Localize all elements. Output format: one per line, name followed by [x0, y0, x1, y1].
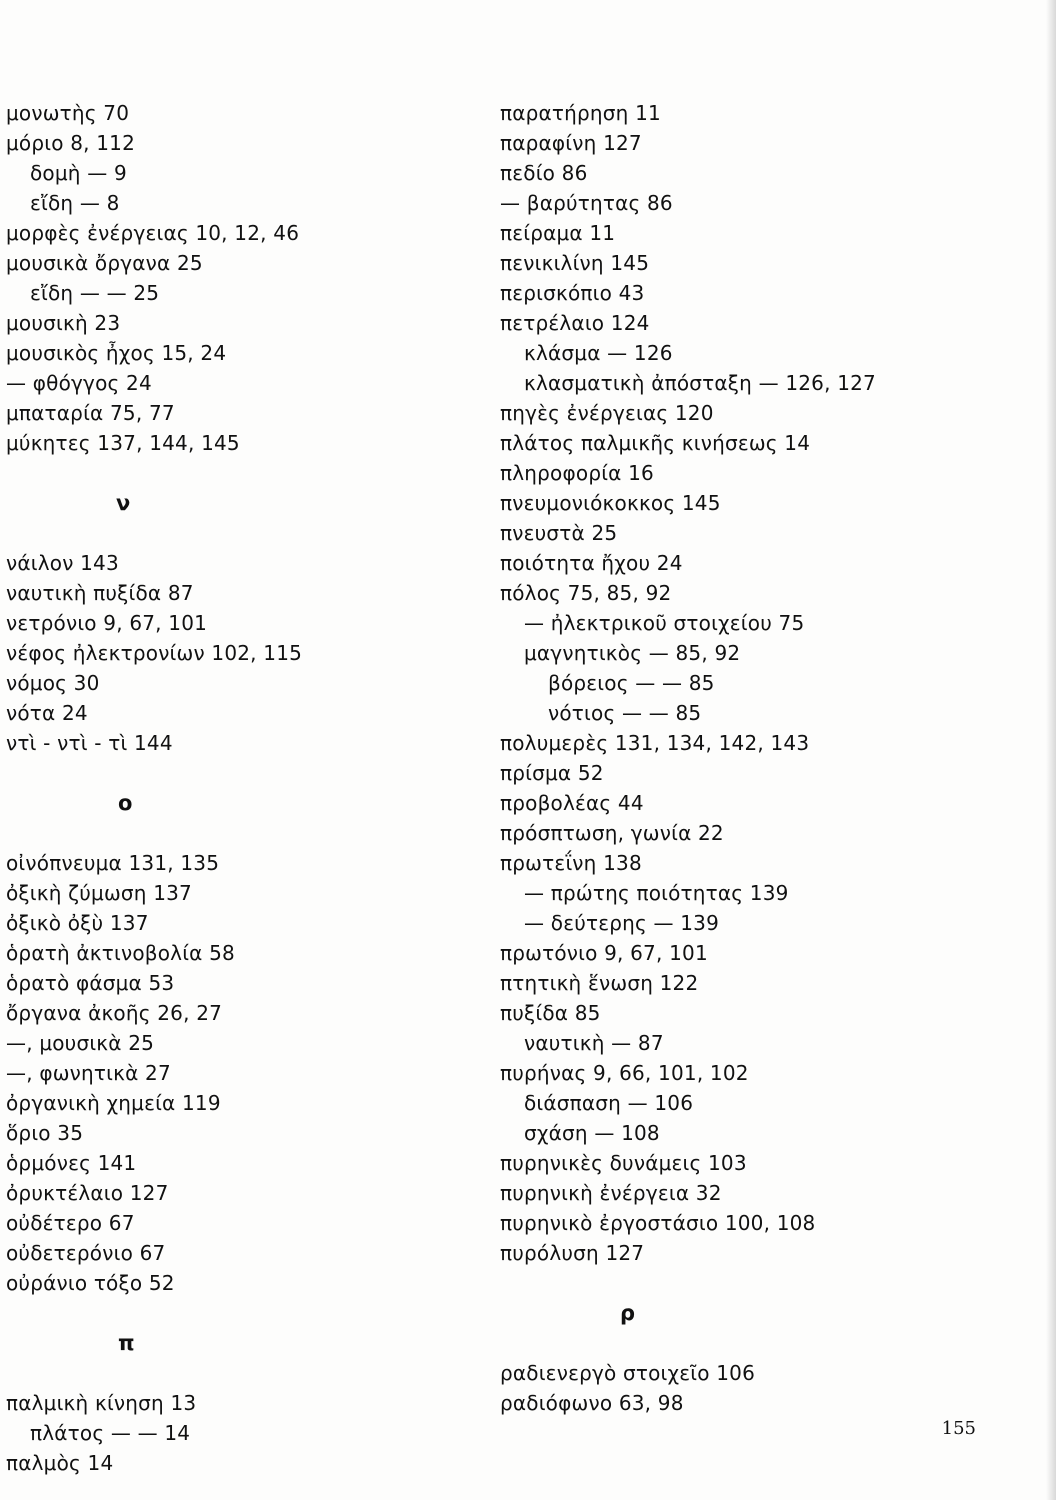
index-entry: πυρήνας 9, 66, 101, 102 — [500, 1061, 749, 1085]
section-letter-heading: ο — [118, 791, 133, 815]
spacer — [6, 1358, 476, 1388]
index-entry: οὐδετερόνιο 67 — [6, 1241, 166, 1265]
index-entry: μουσικὰ ὄργανα 25 — [6, 251, 203, 275]
index-entry: ὀξικὴ ζύμωση 137 — [6, 881, 192, 905]
index-subentry: κλάσμα — 126 — [524, 341, 673, 365]
index-entry: μπαταρία 75, 77 — [6, 401, 175, 425]
index-subentry: νότιος — — 85 — [548, 701, 702, 725]
index-entry: οἰνόπνευμα 131, 135 — [6, 851, 220, 875]
index-entry: νόμος 30 — [6, 671, 100, 695]
index-entry: νάιλον 143 — [6, 551, 119, 575]
index-entry: πενικιλίνη 145 — [500, 251, 650, 275]
index-entry: νέφος ἠλεκτρονίων 102, 115 — [6, 641, 303, 665]
index-entry: πρόσπτωση, γωνία 22 — [500, 821, 724, 845]
index-entry: οὐδέτερο 67 — [6, 1211, 135, 1235]
index-entry: ὅριο 35 — [6, 1121, 84, 1145]
index-entry: περισκόπιο 43 — [500, 281, 645, 305]
index-subentry: κλασματικὴ ἀπόσταξη — 126, 127 — [524, 371, 876, 395]
index-entry: πυξίδα 85 — [500, 1001, 601, 1025]
spacer — [6, 1298, 476, 1328]
index-column-left — [6, 98, 476, 1478]
index-entry: οὐράνιο τόξο 52 — [6, 1271, 175, 1295]
spacer — [6, 518, 476, 548]
index-entry: ὁρατὴ ἀκτινοβολία 58 — [6, 941, 235, 965]
index-entry: πυρηνικὲς δυνάμεις 103 — [500, 1151, 747, 1175]
index-entry: μουσικὴ 23 — [6, 311, 121, 335]
index-entry: μορφὲς ἐνέργειας 10, 12, 46 — [6, 221, 300, 245]
index-entry: ὁρμόνες 141 — [6, 1151, 137, 1175]
index-entry: πετρέλαιο 124 — [500, 311, 650, 335]
index-entry: ποιότητα ἤχου 24 — [500, 551, 683, 575]
spacer — [500, 1328, 1020, 1358]
index-entry: πτητικὴ ἕνωση 122 — [500, 971, 699, 995]
index-entry: πρίσμα 52 — [500, 761, 604, 785]
index-entry: ὄργανα ἀκοῆς 26, 27 — [6, 1001, 223, 1025]
index-entry: ὀξικὸ ὀξὺ 137 — [6, 911, 149, 935]
index-entry: πείραμα 11 — [500, 221, 616, 245]
index-column-right — [500, 98, 1020, 1418]
index-entry: —, μουσικὰ 25 — [6, 1031, 155, 1055]
index-entry: πρωτεΐνη 138 — [500, 851, 642, 875]
index-entry: πληροφορία 16 — [500, 461, 654, 485]
index-entry: πνευμονιόκοκκος 145 — [500, 491, 721, 515]
section-letter-heading: ρ — [620, 1301, 636, 1325]
index-entry: — βαρύτητας 86 — [500, 191, 673, 215]
index-subentry: εἴδη — — 25 — [30, 281, 160, 305]
index-entry: πεδίο 86 — [500, 161, 588, 185]
index-entry: πόλος 75, 85, 92 — [500, 581, 672, 605]
index-subentry: δομὴ — 9 — [30, 161, 127, 185]
index-subentry: εἴδη — 8 — [30, 191, 120, 215]
index-entry: παλμικὴ κίνηση 13 — [6, 1391, 197, 1415]
spacer — [6, 818, 476, 848]
index-entry: πηγὲς ἐνέργειας 120 — [500, 401, 714, 425]
index-entry: πυρηνικὸ ἐργοστάσιο 100, 108 — [500, 1211, 816, 1235]
index-entry: ὀργανικὴ χημεία 119 — [6, 1091, 221, 1115]
index-entry: — φθόγγος 24 — [6, 371, 152, 395]
index-entry: νετρόνιο 9, 67, 101 — [6, 611, 208, 635]
index-entry: μόριο 8, 112 — [6, 131, 136, 155]
index-entry: πλάτος παλμικῆς κινήσεως 14 — [500, 431, 811, 455]
index-entry: παραφίνη 127 — [500, 131, 642, 155]
index-entry: παρατήρηση 11 — [500, 101, 661, 125]
index-entry: πυρηνικὴ ἐνέργεια 32 — [500, 1181, 722, 1205]
index-subentry: διάσπαση — 106 — [524, 1091, 694, 1115]
index-entry: πυρόλυση 127 — [500, 1241, 645, 1265]
page-number: 155 — [941, 1418, 976, 1439]
index-subentry: — πρώτης ποιότητας 139 — [524, 881, 789, 905]
index-entry: μύκητες 137, 144, 145 — [6, 431, 240, 455]
index-entry: πρωτόνιο 9, 67, 101 — [500, 941, 708, 965]
index-entry: νότα 24 — [6, 701, 88, 725]
section-letter-heading: π — [118, 1331, 135, 1355]
index-subentry: πλάτος — — 14 — [30, 1421, 191, 1445]
spacer — [6, 758, 476, 788]
index-entry: —, φωνητικὰ 27 — [6, 1061, 171, 1085]
index-entry: πολυμερὲς 131, 134, 142, 143 — [500, 731, 810, 755]
index-subentry: — ἠλεκτρικοῦ στοιχείου 75 — [524, 611, 805, 635]
index-entry: ὀρυκτέλαιο 127 — [6, 1181, 169, 1205]
index-entry: ντὶ - ντὶ - τὶ 144 — [6, 731, 173, 755]
index-subentry: μαγνητικὸς — 85, 92 — [524, 641, 741, 665]
spacer — [6, 458, 476, 488]
index-entry: παλμὸς 14 — [6, 1451, 114, 1475]
scan-edge-shadow — [1046, 0, 1056, 1500]
index-entry: ὁρατὸ φάσμα 53 — [6, 971, 175, 995]
index-subentry: σχάση — 108 — [524, 1121, 660, 1145]
index-subentry: ναυτικὴ — 87 — [524, 1031, 664, 1055]
index-subentry: βόρειος — — 85 — [548, 671, 715, 695]
index-entry: πνευστὰ 25 — [500, 521, 618, 545]
spacer — [500, 1268, 1020, 1298]
index-entry: ραδιόφωνο 63, 98 — [500, 1391, 684, 1415]
index-entry: ραδιενεργὸ στοιχεῖο 106 — [500, 1361, 756, 1385]
index-entry: ναυτικὴ πυξίδα 87 — [6, 581, 194, 605]
index-subentry: — δεύτερης — 139 — [524, 911, 720, 935]
index-entry: μουσικὸς ἦχος 15, 24 — [6, 341, 227, 365]
index-entry: προβολέας 44 — [500, 791, 644, 815]
index-entry: μονωτὴς 70 — [6, 101, 130, 125]
section-letter-heading: ν — [116, 491, 131, 515]
